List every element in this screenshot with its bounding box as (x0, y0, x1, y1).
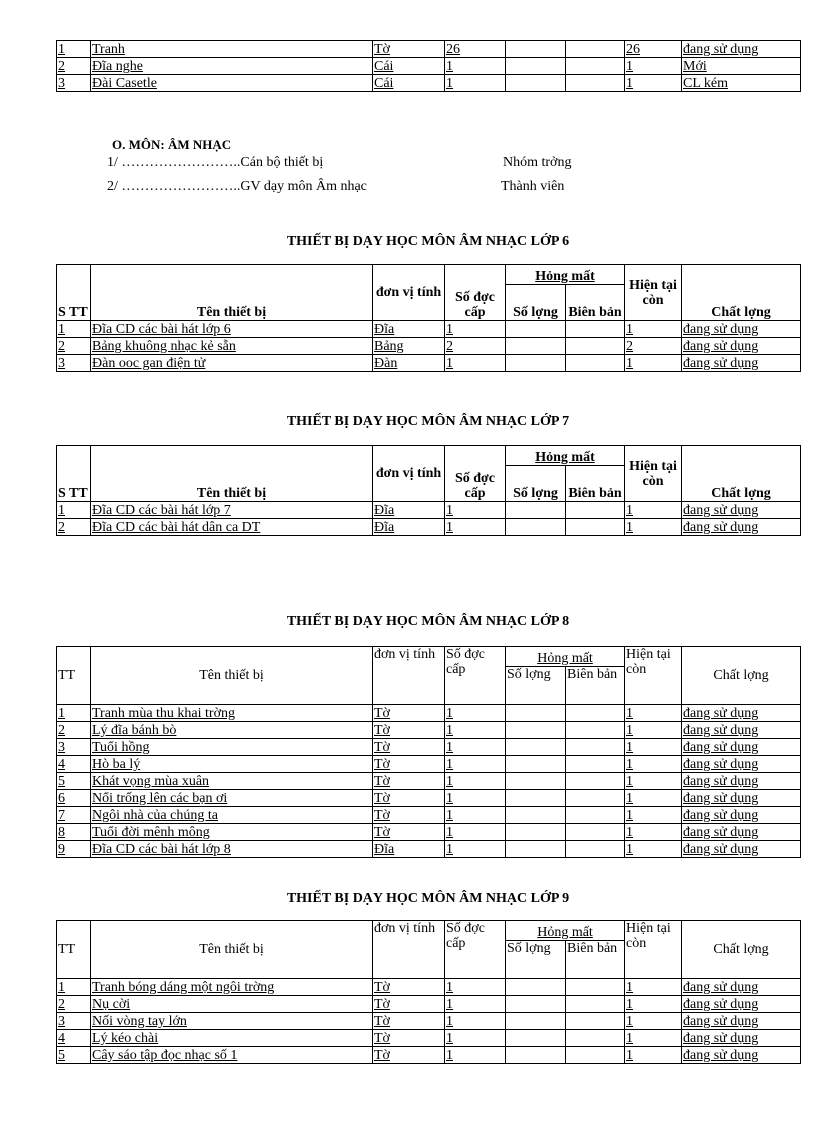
current-qty: 1 (625, 739, 682, 756)
damaged-record (566, 705, 625, 722)
issued-qty: 1 (445, 979, 506, 996)
table-row (57, 1047, 801, 1064)
grade7-title: THIẾT BỊ DẠY HỌC MÔN ÂM NHẠC LỚP 7 (286, 414, 570, 429)
row-number: 4 (57, 1030, 91, 1047)
current-qty: 1 (625, 321, 682, 338)
issued-qty: 1 (445, 739, 506, 756)
header-qty: Số lợng (506, 285, 566, 321)
table-row (57, 790, 801, 807)
header-damaged (506, 265, 625, 285)
damaged-record (566, 979, 625, 996)
grade9-table (56, 920, 801, 1064)
quality-status: đang sử dụng (682, 502, 801, 519)
quality-status: Mới (682, 58, 801, 75)
item-name: Đài Casetle (91, 75, 373, 92)
table-row (57, 773, 801, 790)
current-qty: 1 (625, 1013, 682, 1030)
issued-qty: 1 (445, 355, 506, 372)
issued-qty: 1 (445, 824, 506, 841)
current-qty: 1 (625, 1030, 682, 1047)
unit: Tờ (373, 807, 445, 824)
unit: Cái (373, 58, 445, 75)
current-qty: 1 (625, 722, 682, 739)
header-damaged-label: Hỏng mất (535, 269, 595, 284)
damaged-record (566, 1047, 625, 1064)
issued-qty: 1 (445, 58, 506, 75)
issued-qty: 1 (445, 1030, 506, 1047)
unit: Tờ (373, 790, 445, 807)
quality-status: đang sử dụng (682, 338, 801, 355)
damaged-record (566, 773, 625, 790)
header-record: Biên bản (566, 667, 625, 705)
grade8-header (57, 647, 801, 705)
table-row (57, 75, 801, 92)
item-name: Đĩa CD các bài hát lớp 7 (91, 502, 373, 519)
row-number: 2 (57, 338, 91, 355)
damaged-qty (506, 722, 566, 739)
row-number: 2 (57, 996, 91, 1013)
damaged-record (566, 502, 625, 519)
top-equipment-table (56, 40, 801, 92)
current-qty: 1 (625, 979, 682, 996)
damaged-qty (506, 773, 566, 790)
quality-status: đang sử dụng (682, 705, 801, 722)
staff-line-2: 2/ ……………………..GV dạy môn Âm nhạc (107, 179, 367, 194)
item-name: Đàn ooc gan điện tử (91, 355, 373, 372)
row-number: 2 (57, 519, 91, 536)
quality-status: đang sử dụng (682, 519, 801, 536)
damaged-record (566, 722, 625, 739)
damaged-qty (506, 790, 566, 807)
row-number: 1 (57, 41, 91, 58)
item-name: Bảng khuông nhạc kẻ sẵn (91, 338, 373, 355)
unit: Tờ (373, 1047, 445, 1064)
header-quality: Chất lợng (682, 265, 801, 321)
damaged-record (566, 321, 625, 338)
damaged-qty (506, 321, 566, 338)
unit: Tờ (373, 722, 445, 739)
section-heading: O. MÔN: ÂM NHẠC (112, 137, 232, 152)
quality-status: đang sử dụng (682, 1013, 801, 1030)
header-name: Tên thiết bị (91, 921, 373, 979)
header-qty: Số lợng (506, 941, 566, 979)
damaged-record (566, 790, 625, 807)
grade9-header (57, 921, 801, 979)
damaged-qty (506, 41, 566, 58)
grade9-title: THIẾT BỊ DẠY HỌC MÔN ÂM NHẠC LỚP 9 (286, 891, 570, 906)
header-qty: Số lợng (506, 466, 566, 502)
grade8-title: THIẾT BỊ DẠY HỌC MÔN ÂM NHẠC LỚP 8 (286, 614, 570, 629)
current-qty: 1 (625, 996, 682, 1013)
damaged-record (566, 1030, 625, 1047)
damaged-qty (506, 1030, 566, 1047)
header-name: Tên thiết bị (91, 265, 373, 321)
item-name: Nụ cời (91, 996, 373, 1013)
current-qty: 1 (625, 841, 682, 858)
table-row (57, 321, 801, 338)
header-record: Biên bản (566, 466, 625, 502)
item-name: Hò ba lý (91, 756, 373, 773)
damaged-qty (506, 841, 566, 858)
damaged-record (566, 996, 625, 1013)
quality-status: đang sử dụng (682, 807, 801, 824)
quality-status: đang sử dụng (682, 773, 801, 790)
row-number: 3 (57, 355, 91, 372)
current-qty: 1 (625, 58, 682, 75)
quality-status: đang sử dụng (682, 841, 801, 858)
table-row (57, 355, 801, 372)
row-number: 6 (57, 790, 91, 807)
current-qty: 1 (625, 519, 682, 536)
item-name: Ngôi nhà của chúng ta (91, 807, 373, 824)
current-qty: 2 (625, 338, 682, 355)
quality-status: đang sử dụng (682, 739, 801, 756)
current-qty: 1 (625, 790, 682, 807)
damaged-record (566, 756, 625, 773)
item-name: Đĩa nghe (91, 58, 373, 75)
damaged-qty (506, 739, 566, 756)
header-damaged-label: Hỏng mất (537, 651, 593, 666)
table-row (57, 996, 801, 1013)
row-number: 3 (57, 75, 91, 92)
damaged-record (566, 841, 625, 858)
header-name: Tên thiết bị (91, 647, 373, 705)
current-qty: 1 (625, 355, 682, 372)
quality-status: đang sử dụng (682, 756, 801, 773)
issued-qty: 1 (445, 1047, 506, 1064)
damaged-qty (506, 1047, 566, 1064)
unit: Cái (373, 75, 445, 92)
row-number: 2 (57, 722, 91, 739)
unit: Tờ (373, 739, 445, 756)
unit: Tờ (373, 1030, 445, 1047)
damaged-qty (506, 75, 566, 92)
damaged-qty (506, 355, 566, 372)
damaged-record (566, 338, 625, 355)
item-name: Khát vọng mùa xuân (91, 773, 373, 790)
unit: Tờ (373, 705, 445, 722)
issued-qty: 1 (445, 321, 506, 338)
table-row (57, 58, 801, 75)
item-name: Đĩa CD các bài hát lớp 8 (91, 841, 373, 858)
issued-qty: 1 (445, 519, 506, 536)
table-row (57, 41, 801, 58)
damaged-qty (506, 705, 566, 722)
damaged-qty (506, 1013, 566, 1030)
row-number: 2 (57, 58, 91, 75)
damaged-qty (506, 338, 566, 355)
quality-status: đang sử dụng (682, 996, 801, 1013)
item-name: Lý đĩa bánh bò (91, 722, 373, 739)
quality-status: đang sử dụng (682, 41, 801, 58)
current-qty: 1 (625, 705, 682, 722)
damaged-record (566, 355, 625, 372)
grade7-table (56, 445, 801, 536)
unit: Tờ (373, 773, 445, 790)
header-tt: TT (57, 647, 91, 705)
header-qty: Số lợng (506, 667, 566, 705)
quality-status: đang sử dụng (682, 1047, 801, 1064)
quality-status: đang sử dụng (682, 722, 801, 739)
grade6-title: THIẾT BỊ DẠY HỌC MÔN ÂM NHẠC LỚP 6 (286, 234, 570, 249)
row-number: 9 (57, 841, 91, 858)
item-name: Nổi trống lên các bạn ơi (91, 790, 373, 807)
issued-qty: 1 (445, 1013, 506, 1030)
header-quality: Chất lợng (682, 446, 801, 502)
table-row (57, 841, 801, 858)
header-tt: TT (57, 921, 91, 979)
quality-status: đang sử dụng (682, 824, 801, 841)
table-row (57, 739, 801, 756)
issued-qty: 1 (445, 502, 506, 519)
issued-qty: 1 (445, 841, 506, 858)
header-unit: đơn vị tính (373, 921, 445, 979)
item-name: Tranh mùa thu khai trờng (91, 705, 373, 722)
unit: Đĩa (373, 519, 445, 536)
header-damaged-label: Hỏng mất (537, 925, 593, 940)
damaged-qty (506, 756, 566, 773)
header-unit: đơn vị tính (373, 647, 445, 705)
header-current: Hiện tại còn (625, 921, 682, 979)
issued-qty: 1 (445, 75, 506, 92)
item-name: Đĩa CD các bài hát dân ca DT (91, 519, 373, 536)
table-row (57, 722, 801, 739)
quality-status: đang sử dụng (682, 355, 801, 372)
row-number: 1 (57, 979, 91, 996)
current-qty: 1 (625, 502, 682, 519)
header-name: Tên thiết bị (91, 446, 373, 502)
damaged-qty (506, 996, 566, 1013)
table-row (57, 1013, 801, 1030)
header-current: Hiện tại còn (625, 647, 682, 705)
header-damaged (506, 921, 625, 941)
item-name: Đĩa CD các bài hát lớp 6 (91, 321, 373, 338)
current-qty: 1 (625, 807, 682, 824)
row-number: 1 (57, 705, 91, 722)
header-quality: Chất lợng (682, 647, 801, 705)
damaged-record (566, 824, 625, 841)
row-number: 5 (57, 773, 91, 790)
header-damaged (506, 647, 625, 667)
issued-qty: 1 (445, 756, 506, 773)
grade7-header (57, 446, 801, 502)
table-row (57, 1030, 801, 1047)
damaged-record (566, 58, 625, 75)
quality-status: đang sử dụng (682, 979, 801, 996)
unit: Tờ (373, 756, 445, 773)
unit: Đàn (373, 355, 445, 372)
row-number: 1 (57, 321, 91, 338)
current-qty: 1 (625, 75, 682, 92)
quality-status: đang sử dụng (682, 321, 801, 338)
quality-status: đang sử dụng (682, 790, 801, 807)
row-number: 3 (57, 1013, 91, 1030)
damaged-qty (506, 979, 566, 996)
damaged-record (566, 41, 625, 58)
header-issued: Số đợc cấp (445, 921, 506, 979)
unit: Đĩa (373, 841, 445, 858)
staff-line-1: 1/ ……………………..Cán bộ thiết bị (107, 155, 324, 170)
item-name: Cây sáo tập đọc nhạc số 1 (91, 1047, 373, 1064)
damaged-record (566, 739, 625, 756)
row-number: 5 (57, 1047, 91, 1064)
table-row (57, 519, 801, 536)
damaged-record (566, 519, 625, 536)
damaged-qty (506, 58, 566, 75)
current-qty: 1 (625, 824, 682, 841)
damaged-qty (506, 519, 566, 536)
row-number: 8 (57, 824, 91, 841)
item-name: Lý kéo chài (91, 1030, 373, 1047)
grade6-header (57, 265, 801, 321)
table-row (57, 502, 801, 519)
issued-qty: 2 (445, 338, 506, 355)
header-current: Hiện tại còn (625, 446, 682, 502)
unit: Tờ (373, 979, 445, 996)
table-row (57, 824, 801, 841)
damaged-qty (506, 502, 566, 519)
header-issued: Số đợc cấp (445, 446, 506, 502)
header-current: Hiện tại còn (625, 265, 682, 321)
table-row (57, 979, 801, 996)
table-row (57, 756, 801, 773)
item-name: Tranh bóng dáng một ngôi trờng (91, 979, 373, 996)
issued-qty: 1 (445, 807, 506, 824)
header-record: Biên bản (566, 941, 625, 979)
damaged-qty (506, 807, 566, 824)
quality-status: CL kém (682, 75, 801, 92)
header-stt: S TT (57, 446, 91, 502)
row-number: 3 (57, 739, 91, 756)
issued-qty: 1 (445, 773, 506, 790)
header-unit: đơn vị tính (373, 446, 445, 502)
header-stt: S TT (57, 265, 91, 321)
row-number: 7 (57, 807, 91, 824)
damaged-record (566, 807, 625, 824)
row-number: 1 (57, 502, 91, 519)
issued-qty: 1 (445, 790, 506, 807)
damaged-record (566, 1013, 625, 1030)
unit: Tờ (373, 824, 445, 841)
issued-qty: 1 (445, 705, 506, 722)
unit: Tờ (373, 1013, 445, 1030)
issued-qty: 26 (445, 41, 506, 58)
grade6-table (56, 264, 801, 372)
table-row (57, 705, 801, 722)
current-qty: 1 (625, 756, 682, 773)
table-row (57, 338, 801, 355)
damaged-qty (506, 824, 566, 841)
grade8-table (56, 646, 801, 858)
unit: Đĩa (373, 502, 445, 519)
issued-qty: 1 (445, 722, 506, 739)
table-row (57, 807, 801, 824)
unit: Tờ (373, 41, 445, 58)
damaged-record (566, 75, 625, 92)
header-record: Biên bản (566, 285, 625, 321)
issued-qty: 1 (445, 996, 506, 1013)
header-issued: Số đợc cấp (445, 265, 506, 321)
row-number: 4 (57, 756, 91, 773)
header-issued: Số đợc cấp (445, 647, 506, 705)
header-damaged-label: Hỏng mất (535, 450, 595, 465)
item-name: Tuổi đời mênh mông (91, 824, 373, 841)
header-unit: đơn vị tính (373, 265, 445, 321)
header-damaged (506, 446, 625, 466)
staff-role-1: Nhóm trởng (503, 155, 572, 170)
quality-status: đang sử dụng (682, 1030, 801, 1047)
current-qty: 1 (625, 773, 682, 790)
unit: Bảng (373, 338, 445, 355)
item-name: Tranh (91, 41, 373, 58)
header-quality: Chất lợng (682, 921, 801, 979)
item-name: Nối vòng tay lớn (91, 1013, 373, 1030)
current-qty: 1 (625, 1047, 682, 1064)
unit: Tờ (373, 996, 445, 1013)
unit: Đĩa (373, 321, 445, 338)
item-name: Tuổi hồng (91, 739, 373, 756)
current-qty: 26 (625, 41, 682, 58)
staff-role-2: Thành viên (501, 179, 565, 194)
